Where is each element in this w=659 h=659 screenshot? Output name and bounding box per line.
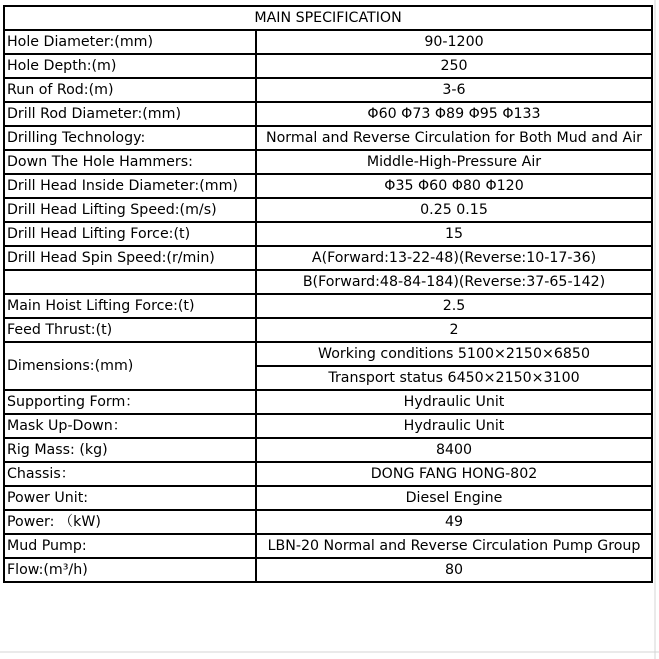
spec-value: 250 — [256, 54, 652, 78]
spec-value: Hydraulic Unit — [256, 390, 652, 414]
spec-value: DONG FANG HONG-802 — [256, 462, 652, 486]
spec-label: Hole Depth:(m) — [4, 54, 256, 78]
spec-label: Drill Head Inside Diameter:(mm) — [4, 174, 256, 198]
spec-label: Run of Rod:(m) — [4, 78, 256, 102]
spec-value: Hydraulic Unit — [256, 414, 652, 438]
table-row — [4, 222, 652, 246]
table-row — [4, 558, 652, 582]
spec-label: Hole Diameter:(mm) — [4, 30, 256, 54]
table-row — [4, 294, 652, 318]
spec-label: Drill Rod Diameter:(mm) — [4, 102, 256, 126]
table-row — [4, 342, 652, 366]
spec-value: Middle-High-Pressure Air — [256, 150, 652, 174]
spec-label: Drilling Technology: — [4, 126, 256, 150]
table-row — [4, 534, 652, 558]
table-row — [4, 174, 652, 198]
spec-value: 15 — [256, 222, 652, 246]
spec-label: Drill Head Lifting Speed:(m/s) — [4, 198, 256, 222]
table-row — [4, 246, 652, 270]
spec-value: 2 — [256, 318, 652, 342]
spec-value: Diesel Engine — [256, 486, 652, 510]
spec-value: 3-6 — [256, 78, 652, 102]
specification-table — [3, 5, 653, 583]
spec-value: 8400 — [256, 438, 652, 462]
spec-label: Dimensions:(mm) — [4, 342, 256, 390]
spec-label: Drill Head Lifting Force:(t) — [4, 222, 256, 246]
spec-value: LBN-20 Normal and Reverse Circulation Pump Group — [256, 534, 652, 558]
table-row — [4, 462, 652, 486]
spec-label: Drill Head Spin Speed:(r/min) — [4, 246, 256, 270]
spec-value: Normal and Reverse Circulation for Both Mud and Air — [256, 126, 652, 150]
spec-value: Transport status 6450×2150×3100 — [256, 366, 652, 390]
table-title: MAIN SPECIFICATION — [4, 6, 652, 30]
spec-label: Mask Up-Down： — [4, 414, 256, 438]
spec-value: B(Forward:48-84-184)(Reverse:37-65-142) — [256, 270, 652, 294]
spec-label: Mud Pump: — [4, 534, 256, 558]
table-row — [4, 510, 652, 534]
spec-value: Φ60 Φ73 Φ89 Φ95 Φ133 — [256, 102, 652, 126]
spec-value: A(Forward:13-22-48)(Reverse:10-17-36) — [256, 246, 652, 270]
spec-label: Supporting Form： — [4, 390, 256, 414]
table-row — [4, 54, 652, 78]
table-row — [4, 150, 652, 174]
title-row — [4, 6, 652, 30]
spec-label: Flow:(m³/h) — [4, 558, 256, 582]
table-row — [4, 126, 652, 150]
table-row — [4, 102, 652, 126]
spec-value: Φ35 Φ60 Φ80 Φ120 — [256, 174, 652, 198]
spec-value: Working conditions 5100×2150×6850 — [256, 342, 652, 366]
spec-value: 0.25 0.15 — [256, 198, 652, 222]
table-row — [4, 390, 652, 414]
spec-value: 2.5 — [256, 294, 652, 318]
spec-label: Power Unit: — [4, 486, 256, 510]
table-row — [4, 318, 652, 342]
table-row — [4, 30, 652, 54]
table-row — [4, 438, 652, 462]
spec-value: 80 — [256, 558, 652, 582]
spec-label: Main Hoist Lifting Force:(t) — [4, 294, 256, 318]
table-row — [4, 486, 652, 510]
spec-label: Rig Mass: (kg) — [4, 438, 256, 462]
table-row — [4, 414, 652, 438]
spec-label: Power: （kW) — [4, 510, 256, 534]
spec-value: 49 — [256, 510, 652, 534]
table-row — [4, 78, 652, 102]
spec-label: Chassis： — [4, 462, 256, 486]
spec-value: 90-1200 — [256, 30, 652, 54]
spec-label — [4, 270, 256, 294]
spec-label: Down The Hole Hammers: — [4, 150, 256, 174]
specification-sheet — [3, 5, 651, 583]
table-row — [4, 270, 652, 294]
spec-label: Feed Thrust:(t) — [4, 318, 256, 342]
table-row — [4, 198, 652, 222]
